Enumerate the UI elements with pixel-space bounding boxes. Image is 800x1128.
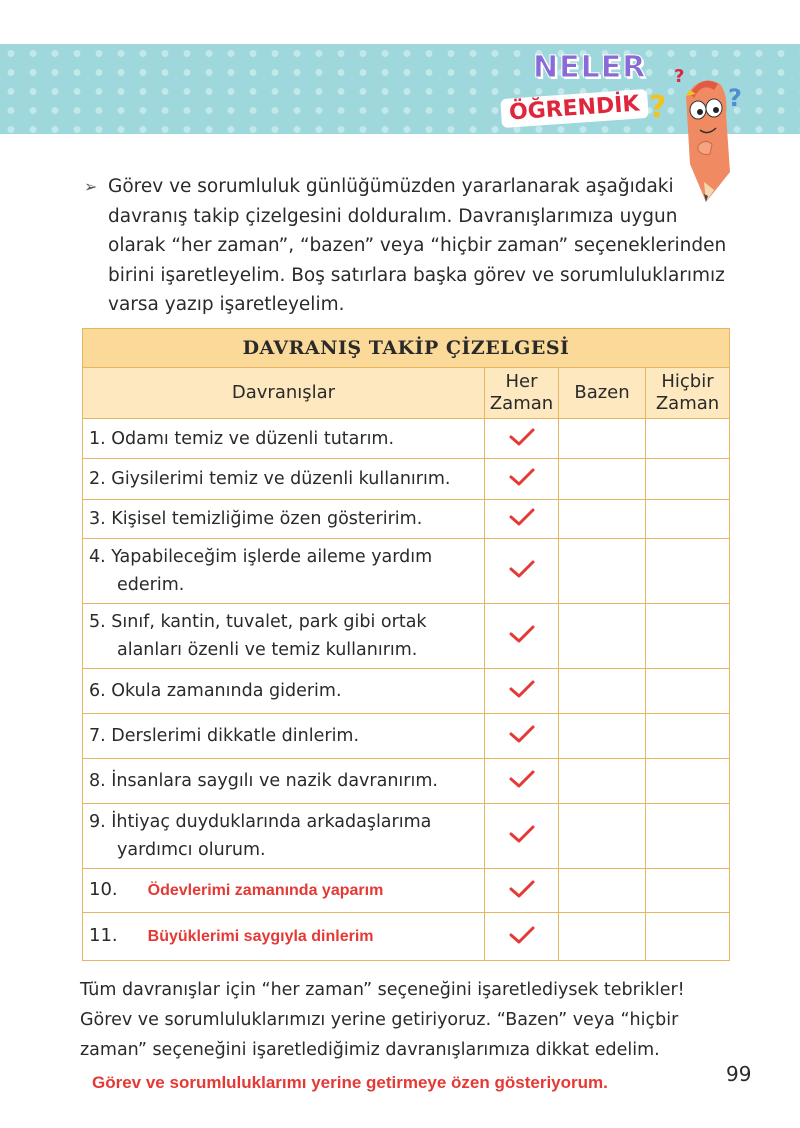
question-mark-yellow: ?	[649, 90, 667, 125]
behavior-text: 4. Yapabileceğim işlerde aileme yardım ederim.	[83, 539, 485, 604]
column-sometimes: Bazen	[559, 368, 646, 419]
behavior-text: 6. Okula zamanında giderim.	[83, 669, 485, 714]
row-number: 11.	[89, 925, 118, 946]
behavior-row	[83, 604, 730, 669]
check-cell-always[interactable]	[485, 500, 559, 539]
behavior-text[interactable]	[83, 869, 485, 913]
checkmark-icon	[507, 723, 537, 745]
question-mark-blue: ?	[728, 84, 742, 112]
check-cell-sometimes[interactable]	[559, 759, 646, 804]
behavior-text: 2. Giysilerimi temiz ve düzenli kullanırım.	[83, 459, 485, 500]
check-cell-never[interactable]	[646, 669, 730, 714]
checkmark-icon	[507, 768, 537, 790]
check-cell-never[interactable]	[646, 459, 730, 500]
behavior-row-filled	[83, 869, 730, 913]
behavior-row	[83, 669, 730, 714]
check-cell-sometimes[interactable]	[559, 804, 646, 869]
behavior-row	[83, 759, 730, 804]
check-cell-never[interactable]	[646, 419, 730, 459]
check-cell-never[interactable]	[646, 714, 730, 759]
check-cell-never[interactable]	[646, 604, 730, 669]
row-number: 10.	[89, 879, 118, 900]
check-cell-sometimes[interactable]	[559, 869, 646, 913]
checkmark-icon	[507, 506, 537, 528]
check-cell-sometimes[interactable]	[559, 419, 646, 459]
check-cell-sometimes[interactable]	[559, 913, 646, 961]
column-never: Hiçbir Zaman	[646, 368, 730, 419]
behavior-text: 7. Derslerimi dikkatle dinlerim.	[83, 714, 485, 759]
check-cell-never[interactable]	[646, 500, 730, 539]
check-cell-always[interactable]	[485, 759, 559, 804]
behavior-text: 9. İhtiyaç duyduklarında arkadaşlarıma yardımcı olurum.	[83, 804, 485, 869]
checkmark-icon	[507, 878, 537, 900]
check-cell-sometimes[interactable]	[559, 604, 646, 669]
page-number: 99	[726, 1062, 752, 1086]
behavior-text: 5. Sınıf, kantin, tuvalet, park gibi ortak alanları özenli ve temiz kullanırım.	[83, 604, 485, 669]
behavior-tracking-chart	[82, 328, 730, 961]
check-cell-sometimes[interactable]	[559, 714, 646, 759]
behavior-text: 1. Odamı temiz ve düzenli tutarım.	[83, 419, 485, 459]
check-cell-never[interactable]	[646, 804, 730, 869]
behavior-row	[83, 419, 730, 459]
check-cell-always[interactable]	[485, 714, 559, 759]
checkmark-icon	[507, 466, 537, 488]
check-cell-sometimes[interactable]	[559, 500, 646, 539]
check-cell-always[interactable]	[485, 419, 559, 459]
check-cell-sometimes[interactable]	[559, 669, 646, 714]
check-cell-always[interactable]	[485, 669, 559, 714]
check-cell-sometimes[interactable]	[559, 459, 646, 500]
checkmark-icon	[507, 426, 537, 448]
intro-text: Görev ve sorumluluk günlüğümüzden yararlanarak aşağıdaki davranış takip çizelgesini dolduralım. Davranışlarımıza uygun olarak “her zaman”, “bazen” veya “hiçbir zaman” seçeneklerinden birini işaretleyelim. Boş satırlara başka görev ve sorumluluklarımız varsa yazıp işaretleyelim.	[108, 176, 727, 315]
behavior-row-filled	[83, 913, 730, 961]
closing-paragraph: Tüm davranışlar için “her zaman” seçeneğini işaretlediysek tebrikler! Görev ve sorumluluklarımızı yerine getiriyoruz. “Bazen” veya “hiçbir zaman” seçeneğini işaretlediğimiz davranışlarımıza dikkat edelim.	[80, 980, 685, 1060]
behavior-text[interactable]	[83, 913, 485, 961]
chart-title: DAVRANIŞ TAKİP ÇİZELGESİ	[83, 329, 730, 368]
column-always: Her Zaman	[485, 368, 559, 419]
check-cell-never[interactable]	[646, 759, 730, 804]
checkmark-icon	[507, 623, 537, 645]
behavior-row	[83, 804, 730, 869]
check-cell-always[interactable]	[485, 804, 559, 869]
check-cell-always[interactable]	[485, 604, 559, 669]
badge-title-line1: NELER	[533, 50, 647, 85]
intro-paragraph	[84, 172, 734, 320]
column-behaviors: Davranışlar	[83, 368, 485, 419]
check-cell-never[interactable]	[646, 539, 730, 604]
behavior-row	[83, 459, 730, 500]
section-badge	[497, 46, 667, 132]
behavior-row	[83, 500, 730, 539]
arrow-bullet-icon: ➢	[84, 177, 98, 196]
checkmark-icon	[507, 558, 537, 580]
check-cell-never[interactable]	[646, 913, 730, 961]
badge-title-line2: ÖĞRENDİK	[500, 89, 648, 128]
question-mark-red: ?	[674, 66, 685, 87]
handwritten-behavior: Büyüklerimi saygıyla dinlerim	[147, 928, 374, 945]
check-cell-sometimes[interactable]	[559, 539, 646, 604]
behavior-text: 8. İnsanlara saygılı ve nazik davranırım.	[83, 759, 485, 804]
behavior-text: 3. Kişisel temizliğime özen gösteririm.	[83, 500, 485, 539]
check-cell-always[interactable]	[485, 913, 559, 961]
checkmark-icon	[507, 924, 537, 946]
handwritten-behavior: Ödevlerimi zamanında yaparım	[147, 882, 384, 899]
checkmark-icon	[507, 678, 537, 700]
check-cell-always[interactable]	[485, 869, 559, 913]
check-cell-never[interactable]	[646, 869, 730, 913]
check-cell-always[interactable]	[485, 539, 559, 604]
behavior-row	[83, 714, 730, 759]
check-cell-always[interactable]	[485, 459, 559, 500]
handwritten-answer[interactable]: Görev ve sorumluluklarımı yerine getirmeye özen gösteriyorum.	[92, 1073, 608, 1092]
behavior-row	[83, 539, 730, 604]
checkmark-icon	[507, 823, 537, 845]
